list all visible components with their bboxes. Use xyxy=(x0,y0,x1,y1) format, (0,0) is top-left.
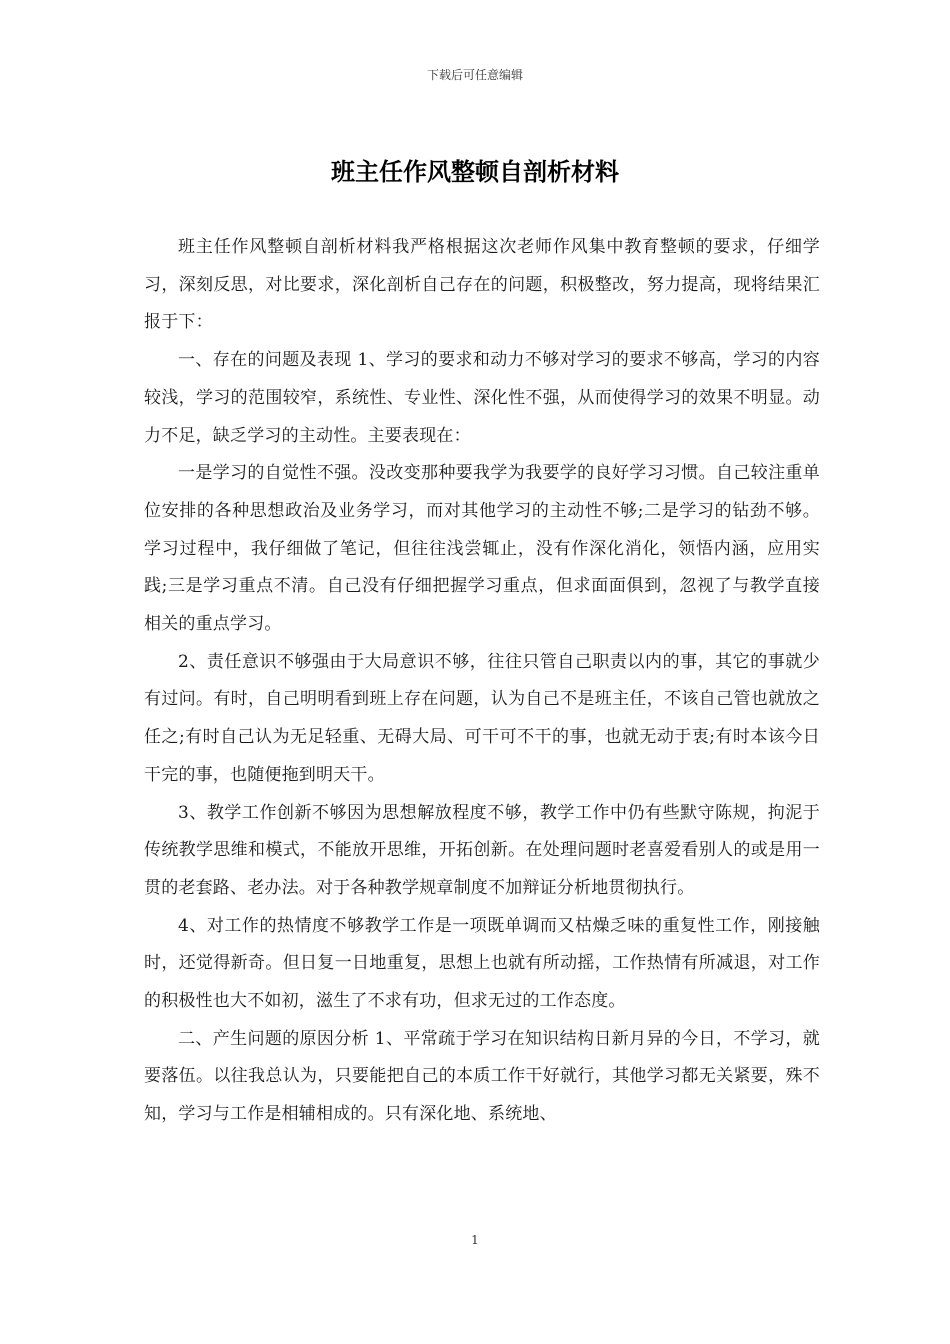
paragraph-innovation: 3、教学工作创新不够因为思想解放程度不够，教学工作中仍有些默守陈规，拘泥于传统教学思维和模式，不能放开思维，开拓创新。在处理问题时老喜爱看别人的或是用一贯的老套路、老办法。对于各种教学规章制度不加辩证分析地贯彻执行。 xyxy=(144,802,820,898)
document-title: 班主任作风整顿自剖析材料 xyxy=(331,157,619,186)
paragraph-enthusiasm: 4、对工作的热情度不够教学工作是一项既单调而又枯燥乏味的重复性工作，刚接触时，还觉得新奇。但日复一日地重复，思想上也就有所动摇，工作热情有所减退，对工作的积极性也大不如初，滋生了不求有功，但求无过的工作态度。 xyxy=(144,915,820,1012)
paragraph-section-1-learning: 一、存在的问题及表现 1、学习的要求和动力不够对学习的要求不够高，学习的内容较浅，学习的范围较窄，系统性、专业性、深化性不强，从而使得学习的效果不明显。动力不足，缺乏学习的主动性。主要表现在： xyxy=(144,350,820,446)
paragraph-intro: 班主任作风整顿自剖析材料我严格根据这次老师作风集中教育整顿的要求，仔细学习，深刻反思，对比要求，深化剖析自己存在的问题，积极整改，努力提高，现将结果汇报于下： xyxy=(144,237,820,333)
page-number: 1 xyxy=(471,1233,479,1247)
paragraph-learning-details: 一是学习的自觉性不强。没改变那种要我学为我要学的良好学习习惯。自己较注重单位安排的各种思想政治及业务学习，而对其他学习的主动性不够;二是学习的钻劲不够。学习过程中，我仔细做了笔记，但往往浅尝辄止，没有作深化消化，领悟内涵，应用实践;三是学习重点不清。自己没有仔细把握学习重点，但求面面俱到，忽视了与教学直接相关的重点学习。 xyxy=(144,463,820,635)
paragraph-section-2-causes: 二、产生问题的原因分析 1、平常疏于学习在知识结构日新月异的今日，不学习，就要落伍。以往我总认为，只要能把自己的本质工作干好就行，其他学习都无关紧要，殊不知，学习与工作是相辅相成的。只有深化地、系统地、 xyxy=(144,1028,820,1125)
document-body xyxy=(144,229,820,1134)
paragraph-responsibility: 2、责任意识不够强由于大局意识不够，往往只管自己职责以内的事，其它的事就少有过问。有时，自己明明看到班上存在问题，认为自己不是班主任，不该自己管也就放之任之;有时自己认为无足轻重、无碍大局、可干可不干的事，也就无动于衷;有时本该今日干完的事，也随便拖到明天干。 xyxy=(144,651,820,785)
page-header-note: 下载后可任意编辑 xyxy=(426,68,523,82)
